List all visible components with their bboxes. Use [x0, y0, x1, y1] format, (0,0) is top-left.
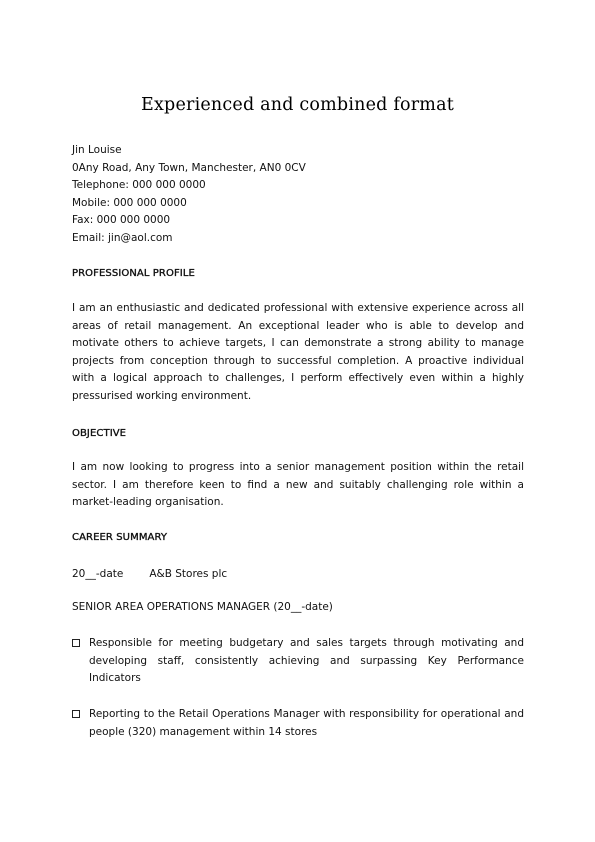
- career-period: 20__-date: [72, 568, 124, 580]
- career-entry: [72, 568, 227, 580]
- document-title: Experienced and combined format: [141, 95, 454, 115]
- contact-telephone: Telephone: 000 000 0000: [72, 179, 206, 192]
- contact-fax: Fax: 000 000 0000: [72, 214, 171, 227]
- checkbox-bullet-icon: [72, 639, 80, 647]
- contact-block: [72, 142, 306, 248]
- career-heading: CAREER SUMMARY: [72, 532, 168, 543]
- contact-mobile: Mobile: 000 000 0000: [72, 196, 187, 209]
- checkbox-bullet-icon: [72, 710, 80, 718]
- profile-heading: PROFESSIONAL PROFILE: [72, 268, 195, 279]
- contact-name: Jin Louise: [72, 144, 122, 156]
- bullet-text: Reporting to the Retail Operations Manager with responsibility for operational and people (320) management within 14 stores: [89, 708, 524, 738]
- profile-paragraph: I am an enthusiastic and dedicated professional with extensive experience across all areas of retail management. An exceptional leader who is able to develop and motivate others to achieve targets, I can demonstrate a strong ability to manage projects from conception through to successful completion. A proactive individual with a logical approach to challenges, I perform effectively even within a highly pressurised working environment.: [72, 302, 524, 402]
- bullet-text: Responsible for meeting budgetary and sales targets through motivating and developing staff, consistently achieving and surpassing Key Performance Indicators: [89, 637, 524, 685]
- list-item: [72, 635, 524, 688]
- contact-email: Email: jin@aol.com: [72, 231, 173, 244]
- objective-paragraph: I am now looking to progress into a senior management position within the retail sector. I am therefore keen to find a new and suitably challenging role within a market-leading organisation.: [72, 461, 524, 509]
- list-item: [72, 706, 524, 741]
- career-employer: A&B Stores plc: [149, 568, 228, 580]
- contact-address: 0Any Road, Any Town, Manchester, AN0 0CV: [72, 161, 306, 174]
- objective-heading: OBJECTIVE: [72, 428, 127, 439]
- career-role: SENIOR AREA OPERATIONS MANAGER (20__-date): [72, 601, 333, 613]
